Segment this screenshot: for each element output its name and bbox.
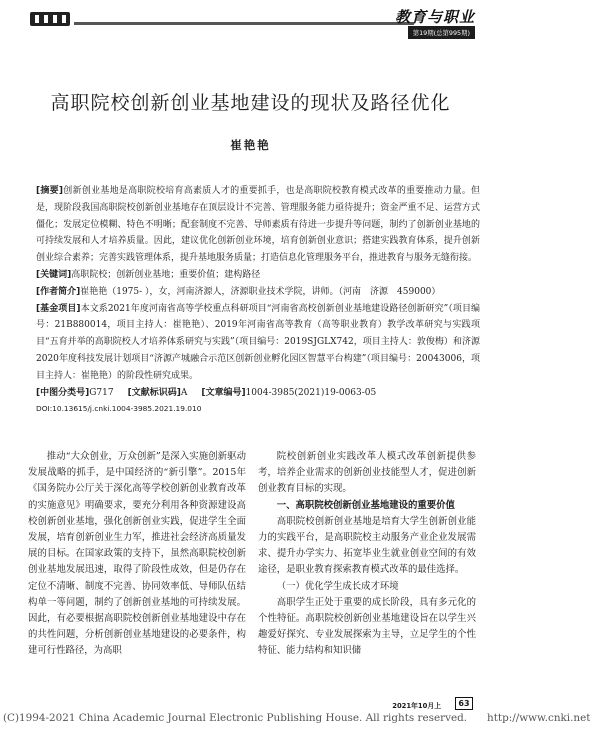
subsection-heading: （一）优化学生成长成才环境 (276, 580, 399, 592)
page-number: 63 (455, 697, 473, 710)
funding-label: [基金项目] (36, 303, 81, 314)
abstract (26, 183, 480, 267)
body-paragraph: 高职院校创新创业基地是培育大学生创新创业能力的实践平台，是高职院校主动服务产业企业发展需求、提升办学实力、拓宽毕业生就业创业空间的有效途径，是职业教育探索教育模式改革的最佳选择。 (258, 515, 476, 576)
funding (26, 301, 480, 385)
author-info-label: [作者简介] (36, 286, 81, 297)
clc (36, 385, 114, 402)
body-column-right (258, 449, 476, 660)
journal-header (0, 0, 501, 40)
doi[interactable]: DOI:10.13615/j.cnki.1004-3985.2021.19.010 (36, 404, 202, 414)
abstract-text: 创新创业基地是高职院校培育高素质人才的重要抓手，也是高职院校教育模式改革的重要推动力量。但是，现阶段我国高职院校创新创业基地存在顶层设计不完善、管理服务能力亟待提升；资金严重不足、运营方式僵化；发展定位模糊、特色不明晰；配套制度不完善、导师素质有待进一步提升等问题，制约了创新创业基地的可持续发展和人才培养质量。因此，建议优化创新创业环境，培育创新创业意识；搭建实践教育体系，提升创新创业综合素养；完善实践管理体系，提升基地服务质量；打造信息化管理服务平台，推进教育与服务无缝衔接。 (36, 186, 480, 264)
body-paragraph: 院校创新创业实践改革人模式改革创新提供参考，培养企业需求的创新创业技能型人才，促进创新创业教育目标的实现。 (258, 451, 476, 495)
keywords (26, 267, 480, 284)
section-heading: 一、高职院校创新创业基地建设的重要价值 (276, 499, 455, 511)
keywords-label: [关键词] (36, 269, 72, 280)
header-divider (74, 22, 414, 25)
copyright-line (0, 712, 590, 724)
journal-title: 教育与职业 (394, 8, 475, 26)
journal-logo-icon (30, 12, 70, 26)
body-column-left (28, 449, 246, 660)
article-no (201, 385, 376, 402)
doc-code-value: A (180, 387, 188, 398)
keywords-text: 高职院校；创新创业基地；重要价值；建构路径 (71, 269, 261, 280)
body-paragraph: 高职学生正处于重要的成长阶段，具有多元化的个性特征。高职院校创新创业基地建设旨在以学生兴趣爱好探究、专业发展探索为主导，立足学生的个性特征、能力结构和知识储 (258, 596, 476, 657)
copyright-text: (C)1994-2021 China Academic Journal Electronic Publishing House. All rights reserved. (3, 712, 468, 724)
classification-row (26, 385, 480, 402)
issue-label: 第19期(总第995期) (408, 26, 475, 39)
clc-value: G717 (89, 387, 114, 398)
article-no-label: [文章编号] (201, 387, 246, 398)
abstract-block (26, 183, 480, 418)
abstract-label: [摘要] (36, 186, 64, 196)
doc-code-label: [文献标识码] (127, 387, 181, 398)
clc-label: [中图分类号] (36, 387, 90, 398)
author-name: 崔艳艳 (230, 138, 271, 152)
issue-date: 2021年10月上 (392, 702, 441, 710)
funding-text: 本文系2021年度河南省高等学校重点科研项目“河南省高校创新创业基地建设路径创新研究”（项目编号：21B880014，项目主持人：崔艳艳）、2019年河南省高等教育（高等职业教育）教学改革研究与实践项目“五育并举的高职院校人才培养体系研究与实践”（项目编号：2019SJGLX742，项目主持人：敦俊梅）和济源2020年度科技发展计划项目“济源产城融合示范区创新创业孵化园区智慧平台构建”（项目编号：20043006，项目主持人：崔艳艳）的阶段性研究成果。 (36, 303, 481, 381)
paper-title: 高职院校创新创业基地建设的现状及路径优化 (50, 92, 451, 114)
doc-code (128, 385, 188, 402)
author-info (26, 284, 480, 301)
cnki-link[interactable]: http://www.cnki.net (487, 712, 590, 724)
body-paragraph: 推动“大众创业，万众创新”是深入实施创新驱动发展战略的抓手，是中国经济的“新引擎”。2015年《国务院办公厅关于深化高等学校创新创业教育改革的实施意见》明确要求，要充分利用各种资源建设高校创新创业基地，强化创新创业实践，促进学生全面发展，培育创新创业生力军，推进社会经济高质量发展的目标。在国家政策的支持下，虽然高职院校创新创业基地发展迅速，取得了阶段性成效，但是仍存在定位不清晰、制度不完善、协同效率低、导师队伍结构单一等问题，制约了创新创业基地的可持续发展。因此，有必要根据高职院校创新创业基地建设中存在的共性问题，分析创新创业基地建设的必要条件，构建可行性路径，为高职 (28, 451, 246, 657)
author-info-text: 崔艳艳（1975- ），女，河南济源人，济源职业技术学院，讲师。（河南 济源 459000） (80, 286, 441, 297)
article-no-value: 1004-3985(2021)19-0063-05 (245, 387, 377, 398)
